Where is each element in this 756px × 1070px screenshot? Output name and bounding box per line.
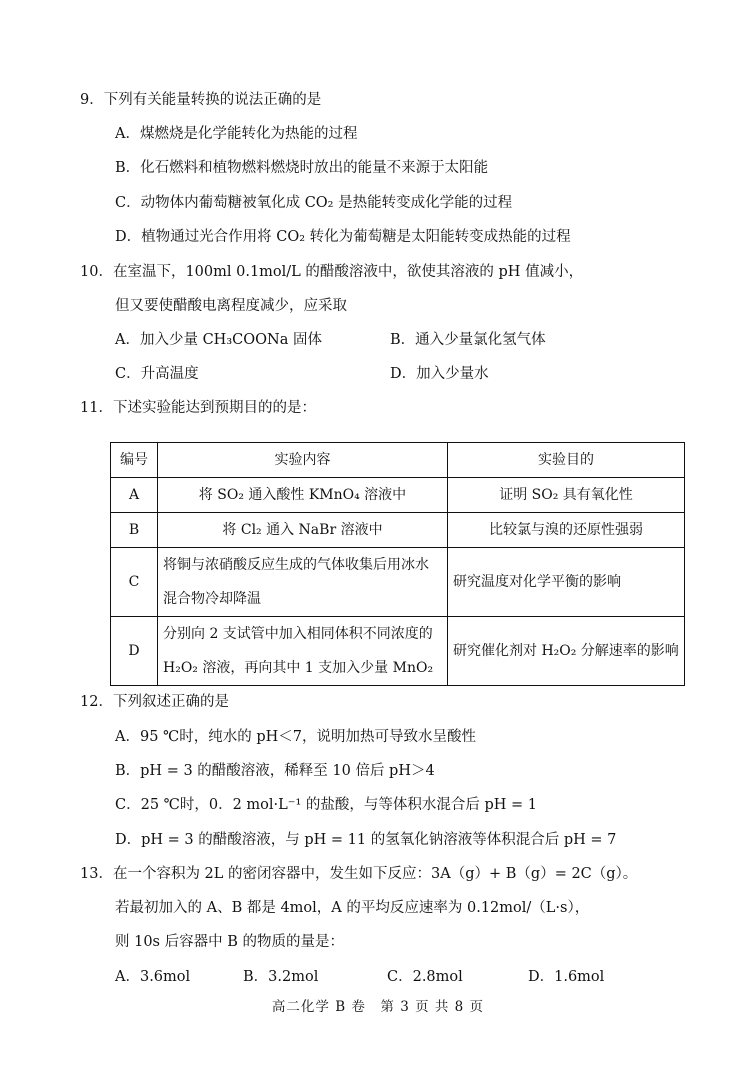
q13-stem-line3: 则 10s 后容器中 B 的物质的量是： [115,934,344,950]
table-row [111,548,685,617]
q13-option-b: B．3.2mol [243,969,319,985]
row-purpose: 研究温度对化学平衡的影响 [448,548,685,617]
q9-stem: 9．下列有关能量转换的说法正确的是 [80,92,322,108]
page-footer: 高二化学 B 卷 第 3 页 共 8 页 [271,999,485,1015]
q12-option-a: A．95 ℃时，纯水的 pH＜7，说明加热可导致水呈酸性 [115,729,477,745]
row-id: D [111,617,158,686]
row-content: 将 Cl₂ 通入 NaBr 溶液中 [158,513,448,548]
q12-stem: 12．下列叙述正确的是 [80,694,229,710]
q10-stem-line2: 但又要使醋酸电离程度减少，应采取 [115,298,347,314]
table-header-row [111,443,685,478]
q13-option-c: C．2.8mol [387,969,463,985]
q13-option-a: A．3.6mol [115,969,191,985]
row-id: C [111,548,158,617]
row-purpose: 比较氯与溴的还原性强弱 [448,513,685,548]
table-row [111,513,685,548]
q11-stem: 11．下述实验能达到预期目的的是： [80,400,316,416]
q13-stem-line2: 若最初加入的 A、B 都是 4mol，A 的平均反应速率为 0.12mol/（L·s）， [115,900,590,916]
table-row [111,617,685,686]
q10-stem-line1: 10．在室温下，100ml 0.1mol/L 的醋酸溶液中，欲使其溶液的 pH 值减小， [80,264,584,280]
header-content: 实验内容 [158,443,448,478]
header-id: 编号 [111,443,158,478]
q9-option-c: C．动物体内葡萄糖被氧化成 CO₂ 是热能转变成化学能的过程 [115,195,513,211]
q13-stem-line1: 13．在一个容积为 2L 的密闭容器中，发生如下反应：3A（g）+ B（g）= 2C（g）。 [80,866,638,882]
q12-option-d: D．pH = 3 的醋酸溶液，与 pH = 11 的氢氧化钠溶液等体积混合后 pH = 7 [115,832,617,848]
q10-option-d: D．加入少量水 [390,366,489,382]
q12-option-c: C．25 ℃时，0．2 mol·L⁻¹ 的盐酸，与等体积水混合后 pH = 1 [115,797,537,813]
q10-option-c: C．升高温度 [115,366,199,382]
q10-option-b: B．通入少量氯化氢气体 [390,332,546,348]
row-purpose: 研究催化剂对 H₂O₂ 分解速率的影响 [448,617,685,686]
row-content: 将铜与浓硝酸反应生成的气体收集后用冰水混合物冷却降温 [158,548,448,617]
experiment-table [110,442,685,686]
row-purpose: 证明 SO₂ 具有氧化性 [448,478,685,513]
q9-option-b: B．化石燃料和植物燃料燃烧时放出的能量不来源于太阳能 [115,160,489,176]
row-content: 分别向 2 支试管中加入相同体积不同浓度的 H₂O₂ 溶液，再向其中 1 支加入少量 MnO₂ [158,617,448,686]
row-id: B [111,513,158,548]
row-id: A [111,478,158,513]
header-purpose: 实验目的 [448,443,685,478]
table-row [111,478,685,513]
q9-option-d: D．植物通过光合作用将 CO₂ 转化为葡萄糖是太阳能转变成热能的过程 [115,229,571,245]
q10-option-a: A．加入少量 CH₃COONa 固体 [115,332,322,348]
q9-option-a: A．煤燃烧是化学能转化为热能的过程 [115,126,358,142]
row-content: 将 SO₂ 通入酸性 KMnO₄ 溶液中 [158,478,448,513]
q12-option-b: B．pH = 3 的醋酸溶液，稀释至 10 倍后 pH＞4 [115,763,435,779]
q13-option-d: D．1.6mol [528,969,605,985]
